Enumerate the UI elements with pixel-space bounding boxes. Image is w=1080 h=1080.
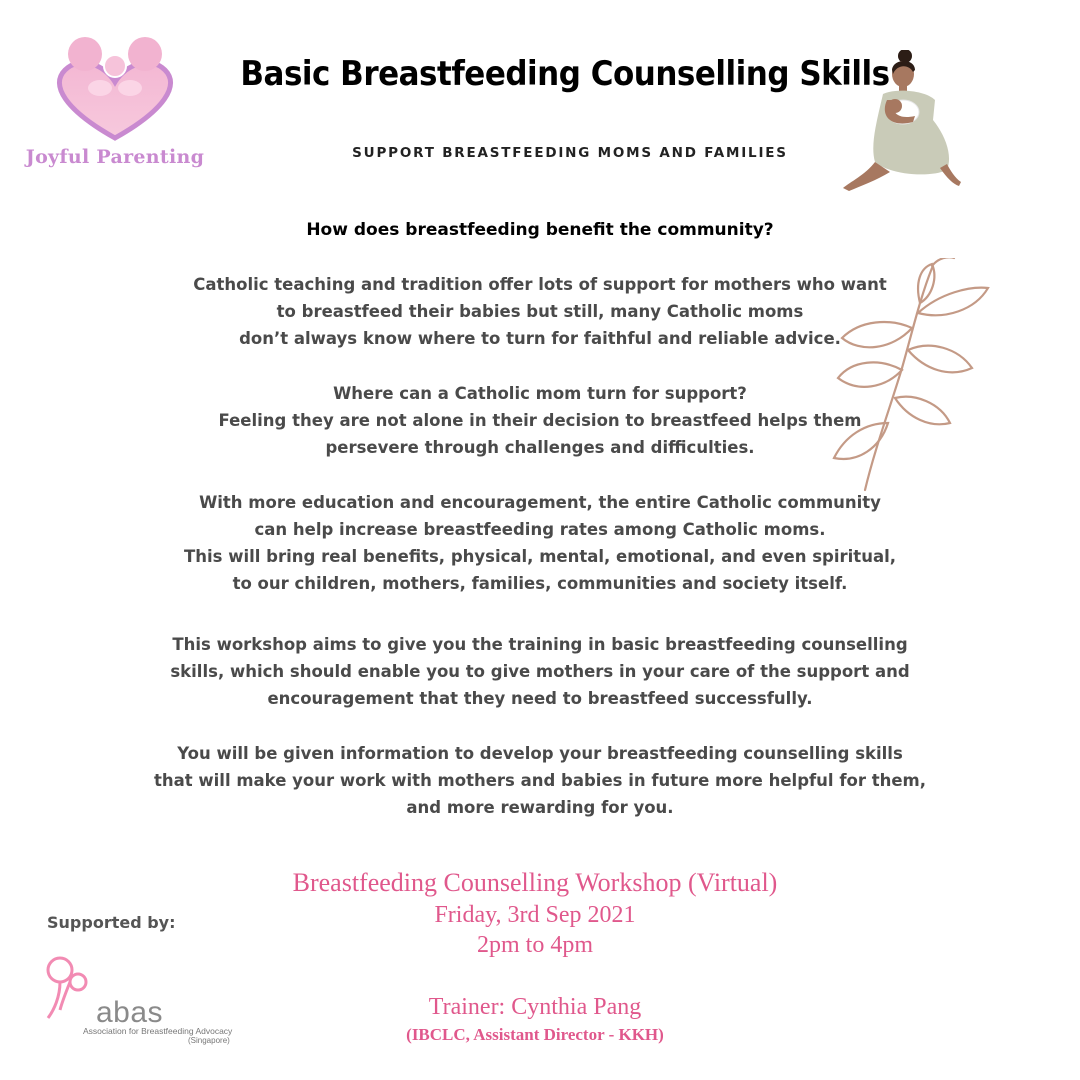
supporter-country: (Singapore) bbox=[188, 1036, 230, 1045]
breastfeeding-mother-icon bbox=[835, 50, 965, 195]
supporter-full-name: Association for Breastfeeding Advocacy bbox=[83, 1026, 233, 1036]
paragraph-line: that will make your work with mothers and babies in future more helpful for them, bbox=[153, 771, 927, 790]
leaf-branch-icon bbox=[820, 258, 990, 493]
workshop-title: Breastfeeding Counselling Workshop (Virtual) bbox=[292, 868, 778, 897]
supported-by-label: Supported by: bbox=[47, 913, 176, 932]
abas-logo-icon bbox=[44, 952, 104, 1024]
paragraph-line: encouragement that they need to breastfeed successfully. bbox=[267, 689, 813, 708]
body-paragraph bbox=[80, 740, 1000, 821]
paragraph-line: and more rewarding for you. bbox=[406, 798, 674, 817]
page-title: Basic Breastfeeding Counselling Skills bbox=[240, 54, 890, 94]
brand-name: Joyful Parenting bbox=[25, 146, 205, 168]
paragraph-line: Catholic teaching and tradition offer lots of support for mothers who want bbox=[193, 275, 887, 294]
trainer-credentials: (IBCLC, Assistant Director - KKH) bbox=[406, 1025, 664, 1044]
supporter-name: abas bbox=[96, 996, 164, 1029]
workshop-time: 2pm to 4pm bbox=[476, 932, 593, 958]
paragraph-line: You will be given information to develop your breastfeeding counselling skills bbox=[177, 744, 903, 763]
paragraph-line: This will bring real benefits, physical, mental, emotional, and even spiritual, bbox=[183, 547, 896, 566]
paragraph-line: skills, which should enable you to give mothers in your care of the support and bbox=[170, 662, 910, 681]
paragraph-line: With more education and encouragement, the entire Catholic community bbox=[199, 493, 881, 512]
paragraph-line: Feeling they are not alone in their decision to breastfeed helps them bbox=[218, 411, 862, 430]
paragraph-line: can help increase breastfeeding rates among Catholic moms. bbox=[254, 520, 826, 539]
paragraph-line: This workshop aims to give you the training in basic breastfeeding counselling bbox=[172, 635, 908, 654]
paragraph-line: persevere through challenges and difficulties. bbox=[325, 438, 755, 457]
page-subtitle: SUPPORT BREASTFEEDING MOMS AND FAMILIES bbox=[352, 145, 788, 161]
paragraph-line: Where can a Catholic mom turn for support? bbox=[333, 384, 747, 403]
paragraph-line: don’t always know where to turn for faithful and reliable advice. bbox=[239, 329, 841, 348]
body-paragraph bbox=[80, 489, 1000, 597]
paragraph-line: to breastfeed their babies but still, many Catholic moms bbox=[276, 302, 804, 321]
body-paragraph bbox=[80, 631, 1000, 712]
workshop-date: Friday, 3rd Sep 2021 bbox=[434, 902, 636, 928]
trainer-name: Trainer: Cynthia Pang bbox=[428, 994, 642, 1020]
section-question: How does breastfeeding benefit the community? bbox=[306, 220, 774, 240]
paragraph-line: to our children, mothers, families, communities and society itself. bbox=[232, 574, 848, 593]
